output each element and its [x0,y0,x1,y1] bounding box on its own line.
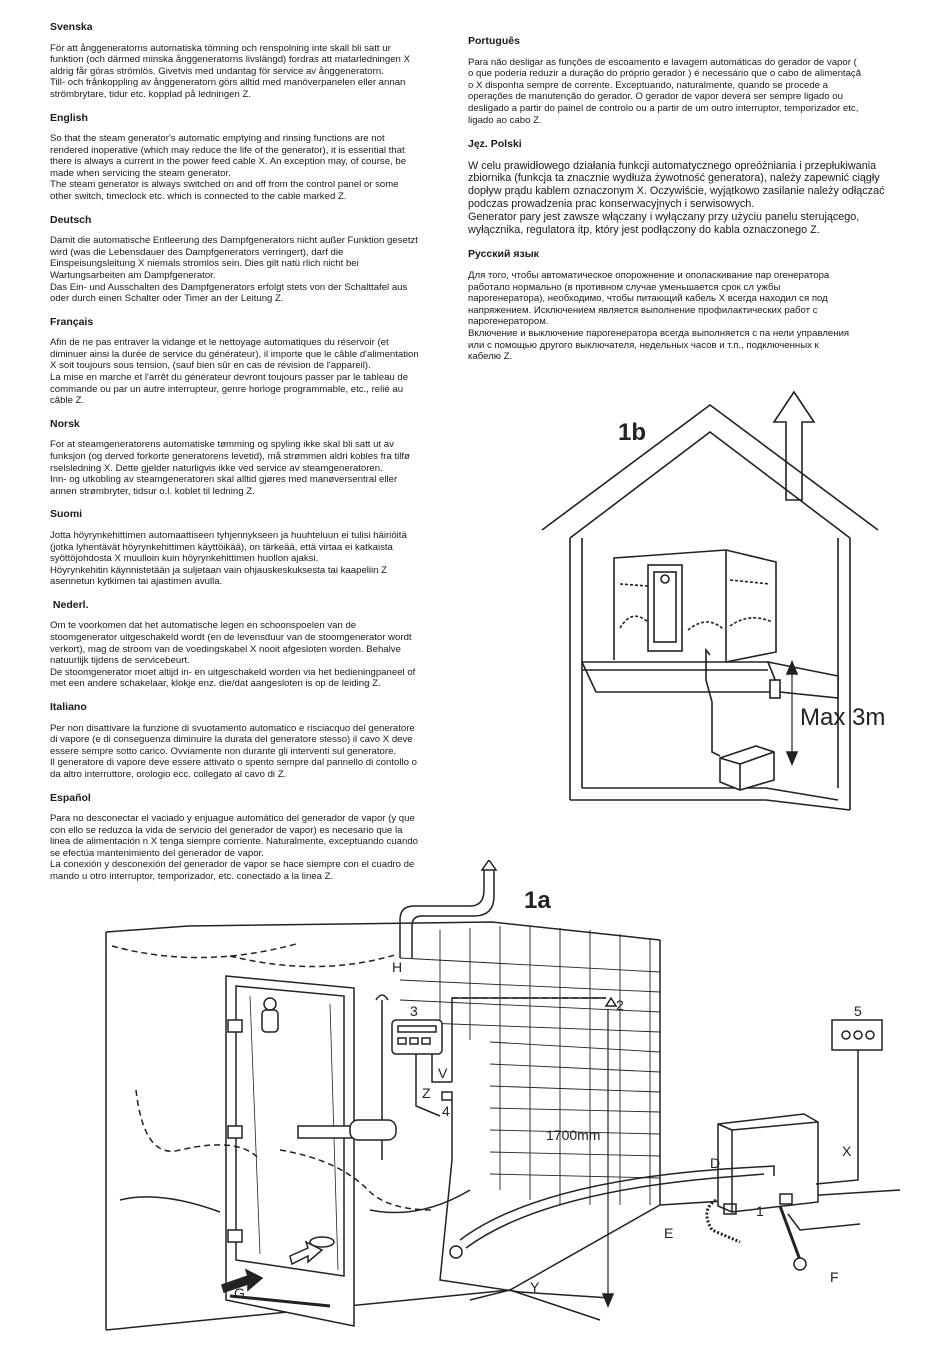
section-heading: Svenska [50,21,93,33]
steam-room-miniature [614,550,776,662]
floor-slab [582,662,780,692]
section-deutsch [50,215,452,305]
section-heading: Jęz. Polski [468,138,522,151]
temperature-sensor-2 [606,998,616,1006]
section-body: Para não desligar as funções de escoamento e lavagem automáticas do gerador de vapor ( o que poderia reduzir a duração do próprio gerador ) é necessário que o cabo de alimentaçã o X disponha sempre de corrente. Exceptuando, naturalmente, quando se procede a operações de manutenção do gerador. O gerador de vapor deverá ser sempre ligado ou desligado a partir do painel de controlo ou a partir de um outro interruptor, temporizador etc, ligado ao cabo Z. [468,56,862,126]
roof-outer [542,405,878,530]
installation-diagram-1a [40,860,940,1340]
section-body: Jotta höyrynkehittimen automaattiseen tyhjennykseen ja huuhteluun ei tulisi häiriöitä (jotka lyhentävät höyrynkehittimen käyttöikää), on tärkeää, että virtaa ei katkaista syöttöjohdosta X muulloin kuin höyrynkehittimen huollon ajaksi. Höyrynkehitin käynnistetään ja suljetaan vain ohjauskeskuksesta tai kaapeliin Z asennetun kytkimen tai ajastimen avulla. [50,529,407,588]
label-1: 1 [756,1203,764,1219]
label-1700mm: 1700mm [546,1127,601,1143]
section-english [50,113,452,203]
section-body: Per non disattivare la funzione di svuotamento automatico e risciacquo del generatore di vapore (e di conseguenza diminuire la durata del generatore stesso) il cavo X deve essere sempre sotto carico. Ovviamente non durante gli interventi sul generatore. Il generatore di vapore deve essere attivato o spento sempre dal pannello di contollo o da altro interruttore, orologio ecc. collegato al cavo di Z. [50,722,417,780]
diagram-1a-label: 1a [524,887,551,914]
label-F: F [830,1269,839,1285]
text-column-right [468,36,900,376]
glass-door [226,976,354,1326]
vent-arrow-icon [774,392,814,500]
label-X: X [842,1143,852,1159]
ceiling-outline [106,922,660,940]
section-body: For at steamgeneratorens automatiske tømming og spyling ikke skal bli satt ut av funksjon (og derved forkorte generatorens levetid), må strømmen aldri kobles fra tilfø rselsledning X. Dette gjelder naturligvis ikke ved service av steamgeneratoren. Inn- og utkobling av steamgeneratoren skal alltid gjøres med manøversentral eller annen strømbryter, tidsur o.l. koblet til ledning Z. [50,439,410,497]
section-body: W celu prawidłowego działania funkcji automatycznego opreóżniania i przepłukiwania zbiornika (funkcja ta znacznie wydłuża żywotność generatora), należy zapewnić ciągły dopływ prądu kablem oznaczonym X. Oczywiście, wyjątkowo zasilanie należy odłączać podczas prowadzenia prac konserwacyjnych i serwisowych. Generator pary jest zawsze włączany i wyłączany przy użyciu panelu sterującego, wyłącznika, regulatora itp, który jest podłączony do kabla oznaczonego Z. [468,159,885,236]
roof-inner [570,432,850,538]
label-Y: Y [530,1279,540,1295]
label-3: 3 [410,1003,418,1019]
section-portugues [468,36,900,126]
section-heading: Norsk [50,417,80,430]
section-nederlands [50,600,452,690]
section-svenska [50,22,452,101]
section-heading: Português [468,35,520,47]
section-italiano [50,702,452,781]
label-D: D [710,1155,721,1171]
section-body: Afin de ne pas entraver la vidange et le nettoyage automatiques du réservoir (et diminuer ainsi la durée de service du générateur), il importe que le câble d'alimentation X soit toujours sous tension, (sauf bien sûr en cas de révision de l'appareil). La mise en marche et l'arrêt du générateur devront toujours passer par le tableau de commande ou par un autre interrupteur, genre horloge programmable, etc., relié au câble Z. [50,337,419,407]
section-body: Для того, чтобы автоматическое опорожнение и ополаскивание пар огенератора работало нормально (в противном случае уменьшается срок сл ужбы парогенератора), необходимо, чтобы питающий кабель X всегда находил ся под напряжением. Исключением является выполнение профилактических работ с парогенератором. Включение и выключение парогенератора всегда выполняется с па нели управления или с помощью другого выключателя, недельных часов и т.п., подключенных к кабелю Z. [468,269,850,363]
section-heading: Italiano [50,700,87,713]
section-russian [468,249,900,362]
steam-generator-1 [718,1114,818,1214]
switch-4 [442,1092,452,1100]
max-height-label: Max 3m [800,704,886,731]
label-Z: Z [422,1085,431,1101]
section-heading: Español [50,791,91,804]
section-heading: Français [50,315,94,328]
label-G: G [234,1285,245,1301]
section-heading: Русский язык [468,248,539,261]
section-heading: Deutsch [50,213,92,226]
steam-generator-miniature [720,746,774,790]
section-heading: English [50,111,88,124]
section-body: Om te voorkomen dat het automatische legen en schoonspoelen van de stoomgenerator uitgeschakeld wordt (en de levensduur van de stoomgenerator wordt verkort), mag de stroom van de voedingskabel X nooit afgesloten worden. Behalve natuurlijk tijdens de servicebeurt. De stoomgenerator moet altijd in- en uitgeschakeld worden via het bedieningpaneel of met een andere schakelaar, klokje enz. die/dat aangesloten is op de leiding Z. [50,620,416,690]
section-norsk [50,419,452,498]
label-5: 5 [854,1003,862,1019]
label-4: 4 [442,1103,450,1119]
label-2: 2 [616,997,624,1013]
text-column-left [50,22,452,895]
section-body: Damit die automatische Entleerung des Dampfgenerators nicht außer Funktion gesetzt wird (was die Lebensdauer des Dampfgenerators verringert), darf die Einspeisungsleitung X niemals stromlos sein. Dies gilt natü rlich nicht bei Wartungsarbeiten am Dampfgenerator. Das Ein- und Ausschalten des Dampfgenerators erfolgt stets von der Schalttafel aus oder durch einen Schalter oder Timer an der Leitung Z. [50,235,418,305]
diagram-1b-label: 1b [618,419,647,446]
section-heading: Nederl. [50,598,89,611]
control-panel [392,1020,442,1054]
section-heading: Suomi [50,508,83,521]
section-polski [468,139,900,236]
section-francais [50,317,452,407]
section-body: Para no desconectar el vaciado y enjuague automático del generador de vapor (y que con ello se reduzca la vida de servicio del generador de vapor) es necesario que la linea de alimentación n X tenga siempre corriente. Naturalmente, exceptuando cuando se efectúa mantenimiento del generador de vapor. La conexión y desconexión del generador de vapor se hace siempre con el cuadro de mando u otro interruptor, temporizador, etc. conectado a la linea Z. [50,813,418,883]
section-body: För att ånggeneratorns automatiska tömning och renspolning inte skall bli satt ur funktion (och därmed minska ånggeneratorns livslängd) fordras att matarledningen X aldrig får göras strömlös. Givetvis med undantag för service av ånggeneratorn. Till- och frånkoppling av ånggeneratorn görs alltid med manöverpanelen eller annan strömbrytare, tidur etc. kopplad på ledningen Z. [50,42,410,100]
section-body: So that the steam generator's automatic emptying and rinsing functions are not rendered inoperative (which may reduce the life of the generator), it is essential that there is always a current in the power feed cable X. An exception may, of course, be made when servicing the steam generator. The steam generator is always switched on and off from the control panel or some other switch, timeclock etc. which is connected to the cable marked Z. [50,133,407,203]
house-diagram-1b [530,380,940,840]
steam-outlet [350,1120,396,1140]
label-E: E [664,1225,674,1241]
label-V: V [438,1065,448,1081]
label-H: H [392,959,403,975]
section-suomi [50,509,452,588]
